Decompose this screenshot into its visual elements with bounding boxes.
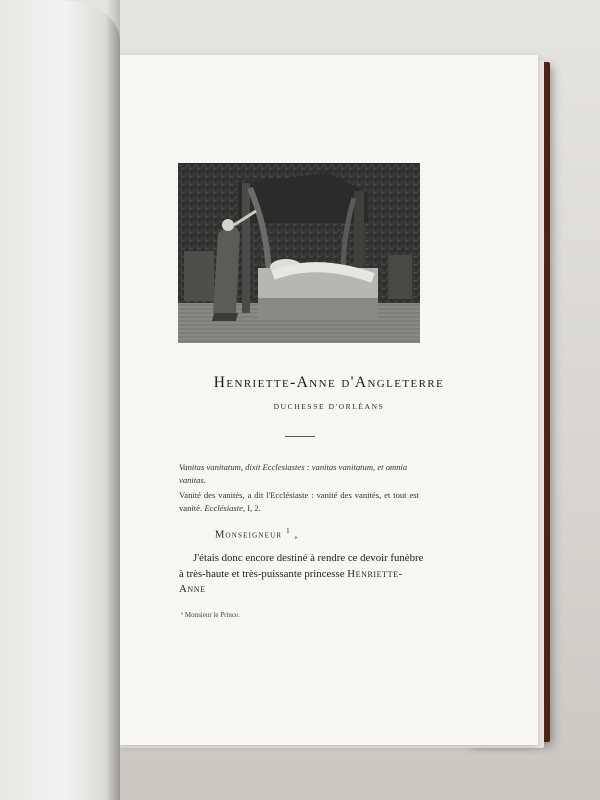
body-paragraph xyxy=(179,551,424,598)
footnote: ¹ Monsieur le Prince. xyxy=(181,611,240,619)
epigraph-reference-work: Ecclésiaste xyxy=(204,503,243,513)
page-title: Henriette-Anne d'Angleterre xyxy=(213,374,445,391)
engraving-illustration xyxy=(178,163,420,343)
epigraph-latin: Vanitas vanitatum, dixit Ecclesiastes : vanitas vanitatum, et omnia vanitas. xyxy=(179,462,408,485)
princess-name: Henriette-Anne xyxy=(179,567,403,595)
epigraph-french xyxy=(179,489,419,515)
page-subtitle: DUCHESSE D'ORLÉANS xyxy=(273,402,385,411)
epigraph-french-text: Vanité des vanités, a dit l'Ecclésiaste : vanité des vanités, et tout est vanité. xyxy=(179,490,419,513)
body-line-2 xyxy=(179,567,424,598)
epigraph-reference-location: , I, 2. xyxy=(242,503,261,513)
right-page xyxy=(120,55,538,745)
body-line-2-text: à très-haute et très-puissante princesse xyxy=(179,567,345,580)
footnote-marker: 1 xyxy=(286,527,291,535)
left-page-curl xyxy=(0,0,120,800)
engraving-scene xyxy=(178,163,420,343)
body-line-1: J'étais donc encore destiné à rendre ce devoir funèbre xyxy=(193,552,424,564)
divider xyxy=(285,436,315,437)
salutation-text: Monseigneur xyxy=(215,529,283,541)
salutation: Monseigneur $^1$ , xyxy=(215,527,299,541)
